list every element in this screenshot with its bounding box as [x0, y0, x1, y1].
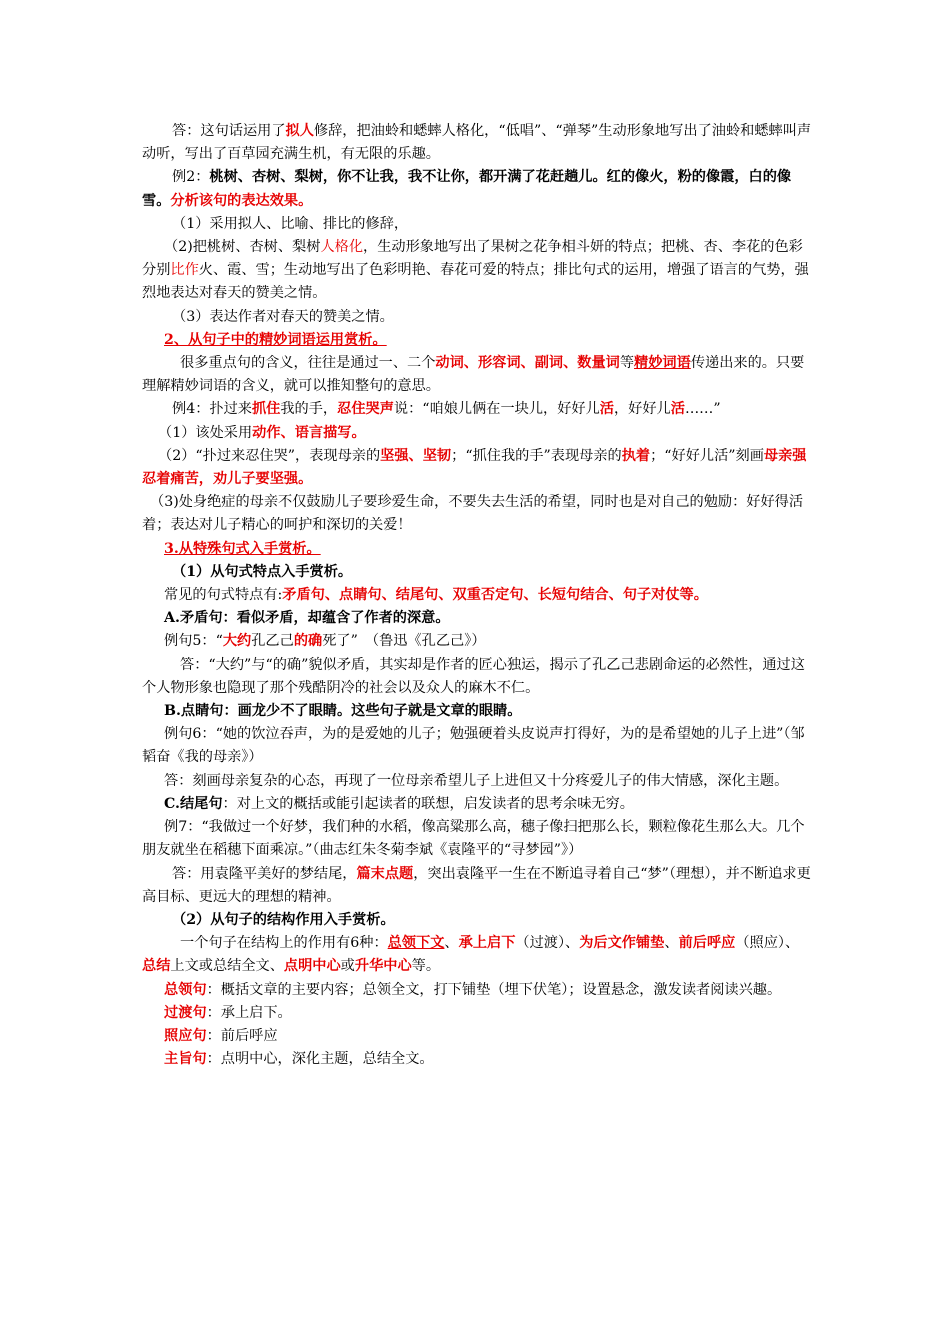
text-run: 抓住	[251, 401, 281, 418]
text-run: 我的手，	[280, 401, 338, 418]
text-run: 为后文作铺垫	[579, 935, 665, 952]
text-run: ，生动形象地写出了果树之花争相斗妍的特点；把桃、杏、李花的色彩分别	[142, 239, 803, 279]
text-run: 执着	[621, 447, 651, 464]
paragraph	[142, 445, 812, 491]
text-run: 活	[599, 401, 614, 418]
text-run: 、	[664, 935, 679, 952]
text-run: 答：这句话运用了	[172, 123, 286, 139]
text-run: 2、从句子中的精妙词语运用赏析。	[164, 331, 387, 348]
text-run: ，好好儿	[613, 401, 671, 418]
text-run: 等。	[411, 958, 441, 975]
text-run: 、	[444, 935, 459, 952]
paragraph	[142, 538, 812, 561]
paragraph	[142, 816, 812, 862]
text-run: ：承上启下。	[206, 1004, 292, 1021]
text-run: 分析该句的表达效果。	[170, 192, 313, 209]
text-run: （3)处身绝症的母亲不仅鼓励儿子要珍爱生命，不要失去生活的希望，同时也是对自己的勉励：好好得活着；表达对儿子精心的呵护和深切的关爱！	[142, 494, 804, 534]
text-run: 过渡句	[164, 1004, 207, 1021]
text-run: 的确	[293, 633, 323, 650]
text-run: 前后呼应	[678, 935, 736, 952]
text-run: ……”	[684, 401, 721, 418]
paragraph	[142, 909, 812, 932]
text-run: 常见的句式特点有:	[164, 587, 283, 604]
text-run: 母亲强忍着痛苦，劝儿子要坚强。	[142, 447, 807, 488]
paragraph	[142, 979, 812, 1002]
text-run: ：前后呼应	[206, 1027, 278, 1044]
text-run: 比作	[170, 262, 199, 279]
text-run: 动词、形容词、副词、数量词	[435, 355, 620, 372]
text-run: （1）从句式特点入手赏析。	[172, 563, 353, 580]
paragraph	[142, 236, 812, 306]
text-run: 总结	[142, 958, 171, 975]
paragraph	[142, 700, 812, 723]
text-run: 传递出来的。只要理解精妙词语的含义，就可以推知整句的意思。	[142, 355, 805, 395]
text-run: 等	[619, 355, 635, 372]
text-run: 照应句	[164, 1027, 207, 1044]
text-run: 例句6：“她的饮泣吞声，为的是爱她的儿子；勉强硬着头皮说声打得好，为的是希望她的儿子上进”（邹韬奋《我的母亲》）	[142, 726, 805, 766]
text-run: 答：刻画母亲复杂的心态，再现了一位母亲希望儿子上进但又十分疼爱儿子的伟大情感，深化主题。	[164, 772, 789, 789]
paragraph	[142, 352, 812, 398]
paragraph	[142, 1002, 812, 1025]
text-run: （3）表达作者对春天的赞美之情。	[172, 308, 394, 325]
text-run: ：点明中心，深化主题，总结全文。	[206, 1051, 434, 1068]
text-run: 孔乙己	[251, 633, 294, 650]
paragraph	[142, 723, 812, 769]
text-run: 拟人	[285, 123, 314, 139]
paragraph	[142, 630, 812, 653]
paragraph	[142, 422, 812, 445]
text-run: 精妙词语	[634, 355, 691, 372]
paragraph	[142, 793, 812, 816]
text-run: 答：“大约”与“的确”貌似矛盾，其实却是作者的匠心独运，揭示了孔乙己悲剧命运的必然性，通过这个人物形象也隐现了那个残酷阴冷的社会以及众人的麻木不仁。	[142, 656, 805, 696]
paragraph	[142, 932, 812, 978]
text-run: 上文或总结全文、	[170, 958, 284, 975]
text-run: 总领下文	[387, 935, 445, 952]
paragraph	[142, 491, 812, 537]
paragraph	[142, 584, 812, 607]
paragraph	[142, 1025, 812, 1048]
paragraph	[142, 654, 812, 700]
paragraph	[142, 166, 812, 212]
text-run: 忍住哭声	[337, 401, 394, 418]
text-run: A.矛盾句：看似矛盾，却蕴含了作者的深意。	[164, 610, 450, 627]
text-run: 死了” （鲁迅《孔乙己》）	[322, 633, 486, 650]
text-run: B.点睛句：画龙少不了眼睛。这些句子就是文章的眼睛。	[164, 703, 522, 720]
text-run: （2)把桃树、杏树、梨树	[164, 239, 321, 256]
document-body	[142, 120, 812, 1071]
text-run: 活	[670, 401, 685, 418]
text-run: 火、霞、雪；生动地写出了色彩明艳、春花可爱的特点；排比句式的运用，增强了语言的气势，强烈地表达对春天的赞美之情。	[142, 262, 809, 302]
paragraph	[142, 770, 812, 793]
text-run: 一个句子在结构上的作用有6种：	[180, 935, 388, 952]
text-run: 动作、语言描写。	[252, 424, 366, 441]
text-run: 桃树、杏树、梨树，你不让我，我不让你，都开满了花赶趟儿。红的像火，粉的像霞，白的像雪。	[142, 169, 792, 209]
text-run: 主旨句	[164, 1051, 207, 1068]
paragraph	[142, 561, 812, 584]
text-run: ：对上文的概括或能引起读者的联想，启发读者的思考余味无穷。	[222, 795, 634, 812]
text-run: 点明中心	[283, 958, 341, 975]
text-run: 矛盾句、点睛句、结尾句、双重否定句、长短句结合、句子对仗等。	[282, 587, 708, 604]
paragraph	[142, 607, 812, 630]
text-run: 修辞，把油蛉和蟋蟀人格化，“低唱”、“弹琴”生动形象地写出了油蛉和蟋蟀叫声动听，写出了百草园充满生机，有无限的乐趣。	[142, 123, 812, 163]
text-run: （1）采用拟人、比喻、排比的修辞，	[172, 215, 409, 232]
text-run: 例4：扑过来	[172, 401, 252, 418]
text-run: C.结尾句	[164, 795, 223, 812]
text-run: 答：用袁隆平美好的梦结尾，	[172, 865, 357, 882]
text-run: 人格化	[320, 239, 364, 256]
paragraph	[142, 863, 812, 909]
text-run: 总领句	[164, 981, 207, 998]
text-run: ：概括文章的主要内容；总领全文，打下铺垫（埋下伏笔）；设置悬念，激发读者阅读兴趣。	[206, 981, 782, 998]
paragraph	[142, 213, 812, 236]
text-run: 坚强、坚韧	[380, 447, 452, 464]
text-run: 3.从特殊句式入手赏析。	[164, 540, 321, 557]
text-run: （过渡）、	[515, 935, 580, 952]
paragraph	[142, 306, 812, 329]
text-run: 例7：“我做过一个好梦，我们种的水稻，像高粱那么高，穗子像扫把那么长，颗粒像花生那么大。几个朋友就坐在稻穗下面乘凉。”（曲志红朱冬菊李斌《袁隆平的“寻梦园”》）	[142, 819, 805, 859]
text-run: ；“抓住我的手”表现母亲的	[451, 447, 622, 464]
text-run: 很多重点句的含义，往往是通过一、二个	[180, 355, 436, 372]
text-run: 升华中心	[354, 958, 412, 975]
text-run: （2）从句子的结构作用入手赏析。	[172, 911, 395, 928]
text-run: （1）该处采用	[158, 424, 253, 441]
text-run: 篇末点题	[356, 865, 414, 882]
paragraph	[142, 1048, 812, 1071]
paragraph	[142, 329, 812, 352]
text-run: （照应）、	[735, 935, 800, 952]
text-run: ，突出袁隆平一生在不断追寻着自己“梦”（理想），并不断追求更高目标、更远大的理想的精神。	[142, 865, 811, 905]
text-run: （2）“扑过来忍住哭”，表现母亲的	[158, 447, 381, 464]
text-run: 或	[340, 958, 355, 975]
paragraph	[142, 398, 812, 421]
text-run: ；“好好儿活”刻画	[650, 447, 764, 464]
text-run: 例2：	[172, 169, 210, 186]
text-run: 例句5：“	[164, 633, 223, 650]
text-run: 大约	[222, 633, 252, 650]
text-run: 说：“咱娘儿俩在一块儿，好好儿	[393, 401, 600, 418]
text-run: 承上启下	[458, 935, 516, 952]
paragraph	[142, 120, 812, 166]
